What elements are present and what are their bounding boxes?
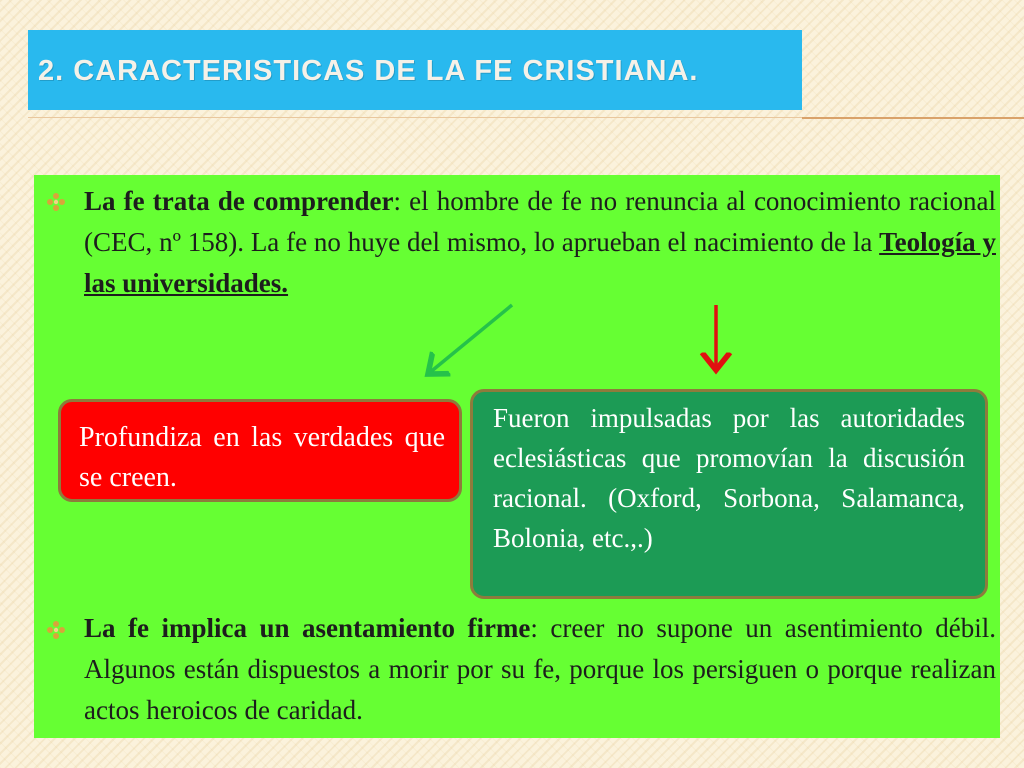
green-callout-box: Fueron impulsadas por las autoridades eclesiásticas que promovían la discusión racional. (Oxford, Sorbona, Salamanca, Bolonia, etc.,.)	[470, 389, 988, 599]
title-rule	[802, 117, 1024, 119]
bullet-text: : creer no supone un asentimiento débil. Algunos están dispuestos a morir por su fe, porque los persiguen o porque realizan actos heroicos de caridad.	[84, 613, 996, 725]
bullet-lead: La fe implica un asentamiento firme	[84, 613, 531, 643]
diamond-bullet-icon	[46, 620, 66, 640]
red-callout-box: Profundiza en las verdades que se creen.	[58, 399, 462, 502]
bullet-comprender	[84, 181, 996, 304]
bullet-asentamiento	[84, 608, 996, 731]
diamond-bullet-icon	[46, 192, 66, 212]
title-underline	[28, 117, 802, 118]
bullet-underlined-text: Teología y las universidades.	[84, 227, 996, 298]
bullet-lead: La fe trata de comprender	[84, 186, 394, 216]
bullet-text: : el hombre de fe no renuncia al conocimiento racional (CEC, nº 158). La fe no huye del mismo, lo aprueban el nacimiento de la	[84, 186, 996, 257]
slide-title: 2. CARACTERISTICAS DE LA FE CRISTIANA.	[38, 55, 699, 87]
